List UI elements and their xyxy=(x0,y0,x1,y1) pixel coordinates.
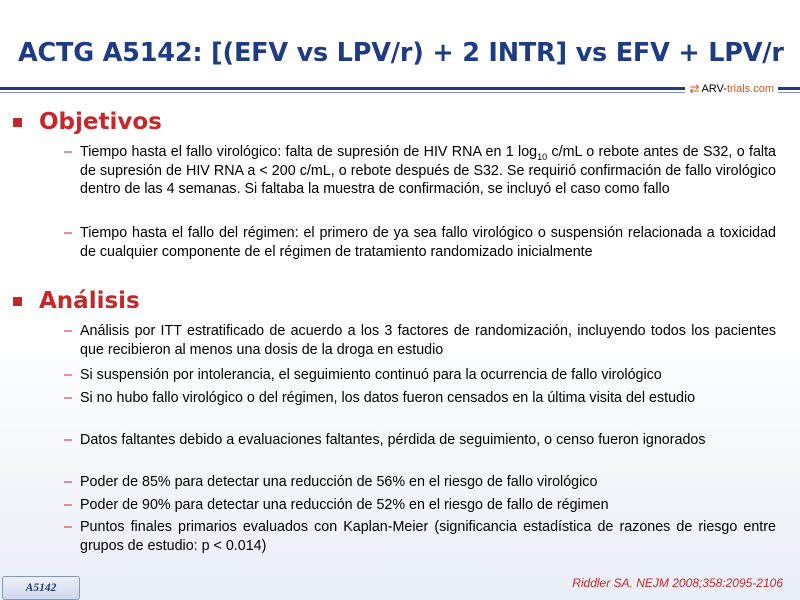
item-text: Tiempo hasta el fallo virológico: falta de supresión de HIV RNA en 1 $\log_{10} c/mL$ o rebote antes de S32, o falta de supresión de HIV RNA a < 200 c/mL, o rebote después de S32. Se requirió confirmación de fallo virológico dentro de las 4 semanas. Si faltaba la muestra de confirmación, se incluyó el caso como fallo xyxy=(80,144,776,198)
square-bullet-icon xyxy=(13,118,22,127)
arv-trials-logo xyxy=(685,81,778,97)
dash-bullet: – xyxy=(64,323,72,339)
list-item xyxy=(64,518,776,555)
section-heading: Análisis xyxy=(39,288,140,314)
arrows-icon: ⇄ xyxy=(689,82,700,96)
item-text: Poder de 90% para detectar una reducción de 52% en el riesgo de fallo de régimen xyxy=(80,497,609,513)
list-item xyxy=(64,389,776,408)
section-heading: Objetivos xyxy=(39,109,162,135)
section-analisis xyxy=(13,287,140,315)
list-item xyxy=(64,496,776,515)
list-item xyxy=(64,224,776,261)
dash-bullet: – xyxy=(64,474,72,490)
title-rule xyxy=(0,87,800,90)
dash-bullet: – xyxy=(64,390,72,406)
dash-bullet: – xyxy=(64,144,72,160)
dash-bullet: – xyxy=(64,497,72,513)
dash-bullet: – xyxy=(64,432,72,448)
dash-bullet: – xyxy=(64,367,72,383)
item-text: Si suspensión por intolerancia, el seguimiento continuó para la ocurrencia de fallo virológico xyxy=(80,367,662,383)
study-badge: A5142 xyxy=(2,576,80,600)
logo-prefix: ARV- xyxy=(701,83,727,95)
item-text: Si no hubo fallo virológico o del régimen, los datos fueron censados en la última visita del estudio xyxy=(80,390,696,406)
list-item xyxy=(64,431,776,450)
item-text: Datos faltantes debido a evaluaciones faltantes, pérdida de seguimiento, o censo fueron ignorados xyxy=(80,432,706,448)
section-objetivos xyxy=(13,108,162,136)
logo-brand: trials.com xyxy=(726,83,774,95)
dash-bullet: – xyxy=(64,225,72,241)
list-item xyxy=(64,366,776,385)
list-item xyxy=(64,473,776,492)
list-item xyxy=(64,143,776,199)
subscript: 10 xyxy=(537,151,548,162)
list-item xyxy=(64,322,776,359)
item-text: Análisis por ITT estratificado de acuerdo a los 3 factores de randomización, incluyendo todos los pacientes que recibieron al menos una dosis de la droga en estudio xyxy=(80,323,776,358)
square-bullet-icon xyxy=(13,297,22,306)
item-text: Poder de 85% para detectar una reducción de 56% en el riesgo de fallo virológico xyxy=(80,474,598,490)
citation: Riddler SA. NEJM 2008;358:2095-2106 xyxy=(572,576,783,590)
item-text: Tiempo hasta el fallo del régimen: el primero de ya sea fallo virológico o suspensión relacionada a toxicidad de cualquier componente de el régimen de tratamiento randomizado inicialmente xyxy=(80,225,776,260)
dash-bullet: – xyxy=(64,519,72,535)
slide-title: ACTG A5142: [(EFV vs LPV/r) + 2 INTR] vs EFV + LPV/r xyxy=(18,38,784,68)
item-text: Puntos finales primarios evaluados con Kaplan-Meier (significancia estadística de razones de riesgo entre grupos de estudio: p < 0.014) xyxy=(80,519,776,554)
title-rule-thin xyxy=(0,92,800,93)
